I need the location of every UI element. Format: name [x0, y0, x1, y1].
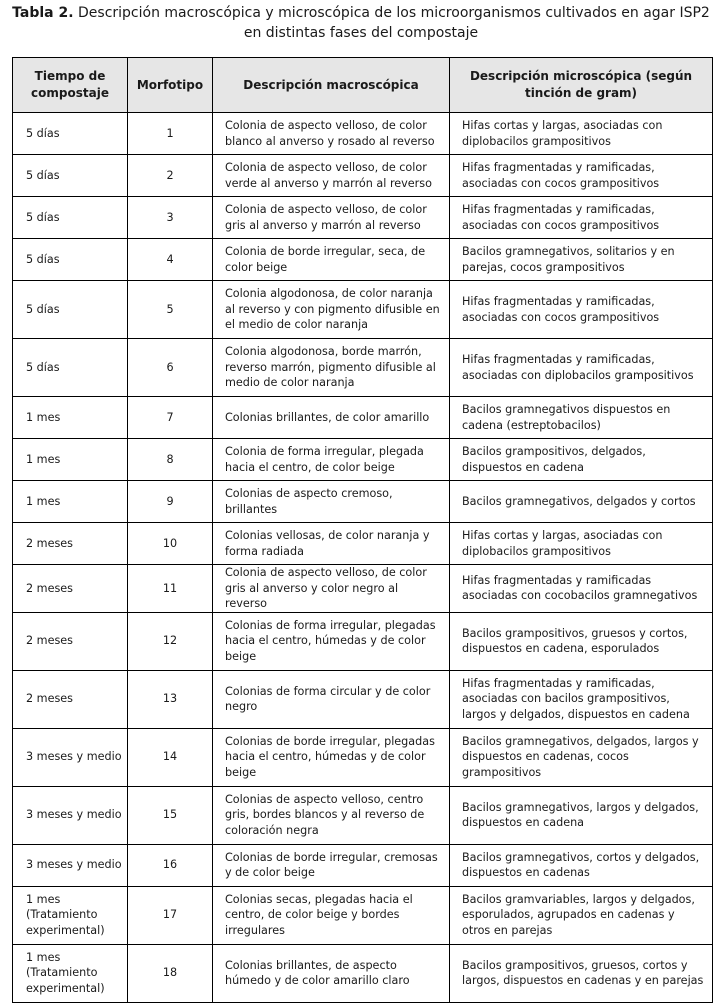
header-tiempo: Tiempo de compostaje	[13, 58, 128, 113]
cell-macro: Colonia de aspecto velloso, de color verde al anverso y marrón al reverso	[213, 155, 450, 197]
cell-tiempo: 5 días	[13, 113, 128, 155]
cell-micro: Hifas fragmentadas y ramificadas, asociadas con cocos grampositivos	[450, 197, 713, 239]
cell-tiempo: 1 mes	[13, 439, 128, 481]
cell-morfotipo: 9	[128, 481, 213, 523]
cell-morfotipo: 3	[128, 197, 213, 239]
table-row	[13, 339, 713, 397]
table-row	[13, 523, 713, 565]
cell-morfotipo: 14	[128, 728, 213, 786]
table-row	[13, 670, 713, 728]
cell-micro: Bacilos grampositivos, gruesos y cortos, dispuestos en cadena, esporulados	[450, 612, 713, 670]
cell-tiempo: 2 meses	[13, 670, 128, 728]
cell-morfotipo: 16	[128, 844, 213, 886]
cell-tiempo: 2 meses	[13, 523, 128, 565]
cell-micro: Hifas cortas y largas, asociadas con diplobacilos grampositivos	[450, 523, 713, 565]
header-row	[13, 58, 713, 113]
cell-micro: Bacilos gramnegativos, largos y delgados, dispuestos en cadena	[450, 786, 713, 844]
cell-macro: Colonia de aspecto velloso, de color gris al anverso y marrón al reverso	[213, 197, 450, 239]
cell-macro: Colonia de forma irregular, plegada hacia el centro, de color beige	[213, 439, 450, 481]
data-table	[12, 57, 713, 1003]
cell-micro: Bacilos grampositivos, gruesos, cortos y largos, dispuestos en cadenas y en parejas	[450, 944, 713, 1002]
table-row	[13, 565, 713, 613]
cell-tiempo: 1 mes (Tratamiento experimental)	[13, 886, 128, 944]
cell-tiempo: 2 meses	[13, 612, 128, 670]
cell-macro: Colonias de forma irregular, plegadas hacia el centro, húmedas y de color beige	[213, 612, 450, 670]
cell-micro: Hifas cortas y largas, asociadas con diplobacilos grampositivos	[450, 113, 713, 155]
header-macro: Descripción macroscópica	[213, 58, 450, 113]
cell-tiempo: 5 días	[13, 339, 128, 397]
cell-micro: Hifas fragmentadas y ramificadas, asociadas con bacilos grampositivos, largos y delgados, dispuestos en cadena	[450, 670, 713, 728]
cell-macro: Colonia de aspecto velloso, de color gris al anverso y color negro al reverso	[213, 565, 450, 613]
cell-micro: Hifas fragmentadas y ramificadas, asociadas con cocos grampositivos	[450, 281, 713, 339]
table-row	[13, 397, 713, 439]
cell-macro: Colonias de forma circular y de color negro	[213, 670, 450, 728]
cell-macro: Colonias brillantes, de color amarillo	[213, 397, 450, 439]
cell-micro: Bacilos gramvariables, largos y delgados, esporulados, agrupados en cadenas y otros en parejas	[450, 886, 713, 944]
table-row	[13, 113, 713, 155]
table-row	[13, 728, 713, 786]
cell-micro: Bacilos grampositivos, delgados, dispuestos en cadena	[450, 439, 713, 481]
cell-micro: Hifas fragmentadas y ramificadas asociadas con cocobacilos gramnegativos	[450, 565, 713, 613]
cell-tiempo: 1 mes	[13, 397, 128, 439]
cell-micro: Bacilos gramnegativos, delgados y cortos	[450, 481, 713, 523]
cell-micro: Bacilos gramnegativos dispuestos en cadena (estreptobacilos)	[450, 397, 713, 439]
cell-tiempo: 2 meses	[13, 565, 128, 613]
cell-morfotipo: 1	[128, 113, 213, 155]
cell-macro: Colonias brillantes, de aspecto húmedo y de color amarillo claro	[213, 944, 450, 1002]
cell-morfotipo: 15	[128, 786, 213, 844]
cell-macro: Colonia de aspecto velloso, de color blanco al anverso y rosado al reverso	[213, 113, 450, 155]
table-row	[13, 786, 713, 844]
cell-macro: Colonias de borde irregular, cremosas y de color beige	[213, 844, 450, 886]
cell-macro: Colonias de borde irregular, plegadas hacia el centro, húmedas y de color beige	[213, 728, 450, 786]
cell-macro: Colonias de aspecto velloso, centro gris, bordes blancos y al reverso de coloración negra	[213, 786, 450, 844]
table-row	[13, 281, 713, 339]
cell-micro: Bacilos gramnegativos, delgados, largos y dispuestos en cadenas, cocos grampositivos	[450, 728, 713, 786]
header-morfotipo: Morfotipo	[128, 58, 213, 113]
cell-morfotipo: 5	[128, 281, 213, 339]
cell-tiempo: 5 días	[13, 239, 128, 281]
cell-morfotipo: 11	[128, 565, 213, 613]
table-row	[13, 612, 713, 670]
cell-tiempo: 3 meses y medio	[13, 844, 128, 886]
caption-label: Tabla 2.	[12, 5, 74, 21]
table-row	[13, 886, 713, 944]
cell-macro: Colonia de borde irregular, seca, de color beige	[213, 239, 450, 281]
cell-morfotipo: 12	[128, 612, 213, 670]
header-micro: Descripción microscópica (según tinción de gram)	[450, 58, 713, 113]
cell-micro: Bacilos gramnegativos, solitarios y en parejas, cocos grampositivos	[450, 239, 713, 281]
table-row	[13, 439, 713, 481]
cell-tiempo: 1 mes (Tratamiento experimental)	[13, 944, 128, 1002]
cell-tiempo: 1 mes	[13, 481, 128, 523]
cell-morfotipo: 10	[128, 523, 213, 565]
cell-macro: Colonia algodonosa, borde marrón, reverso marrón, pigmento difusible al medio de color naranja	[213, 339, 450, 397]
cell-morfotipo: 8	[128, 439, 213, 481]
cell-micro: Hifas fragmentadas y ramificadas, asociadas con diplobacilos grampositivos	[450, 339, 713, 397]
cell-morfotipo: 7	[128, 397, 213, 439]
table-row	[13, 197, 713, 239]
cell-macro: Colonia algodonosa, de color naranja al reverso y con pigmento difusible en el medio de color naranja	[213, 281, 450, 339]
cell-micro: Hifas fragmentadas y ramificadas, asociadas con cocos grampositivos	[450, 155, 713, 197]
cell-macro: Colonias vellosas, de color naranja y forma radiada	[213, 523, 450, 565]
cell-macro: Colonias de aspecto cremoso, brillantes	[213, 481, 450, 523]
cell-tiempo: 5 días	[13, 281, 128, 339]
table-row	[13, 155, 713, 197]
table-row	[13, 481, 713, 523]
cell-morfotipo: 13	[128, 670, 213, 728]
cell-tiempo: 5 días	[13, 155, 128, 197]
cell-macro: Colonias secas, plegadas hacia el centro, de color beige y bordes irregulares	[213, 886, 450, 944]
cell-tiempo: 3 meses y medio	[13, 728, 128, 786]
cell-micro: Bacilos gramnegativos, cortos y delgados, dispuestos en cadenas	[450, 844, 713, 886]
cell-tiempo: 5 días	[13, 197, 128, 239]
cell-morfotipo: 18	[128, 944, 213, 1002]
cell-morfotipo: 6	[128, 339, 213, 397]
caption-text: Descripción macroscópica y microscópica de los microorganismos cultivados en agar ISP2 en distintas fases del compostaje	[78, 5, 710, 41]
table-row	[13, 239, 713, 281]
table-caption	[8, 3, 714, 43]
cell-morfotipo: 2	[128, 155, 213, 197]
table-row	[13, 844, 713, 886]
cell-tiempo: 3 meses y medio	[13, 786, 128, 844]
cell-morfotipo: 17	[128, 886, 213, 944]
table-row	[13, 944, 713, 1002]
cell-morfotipo: 4	[128, 239, 213, 281]
